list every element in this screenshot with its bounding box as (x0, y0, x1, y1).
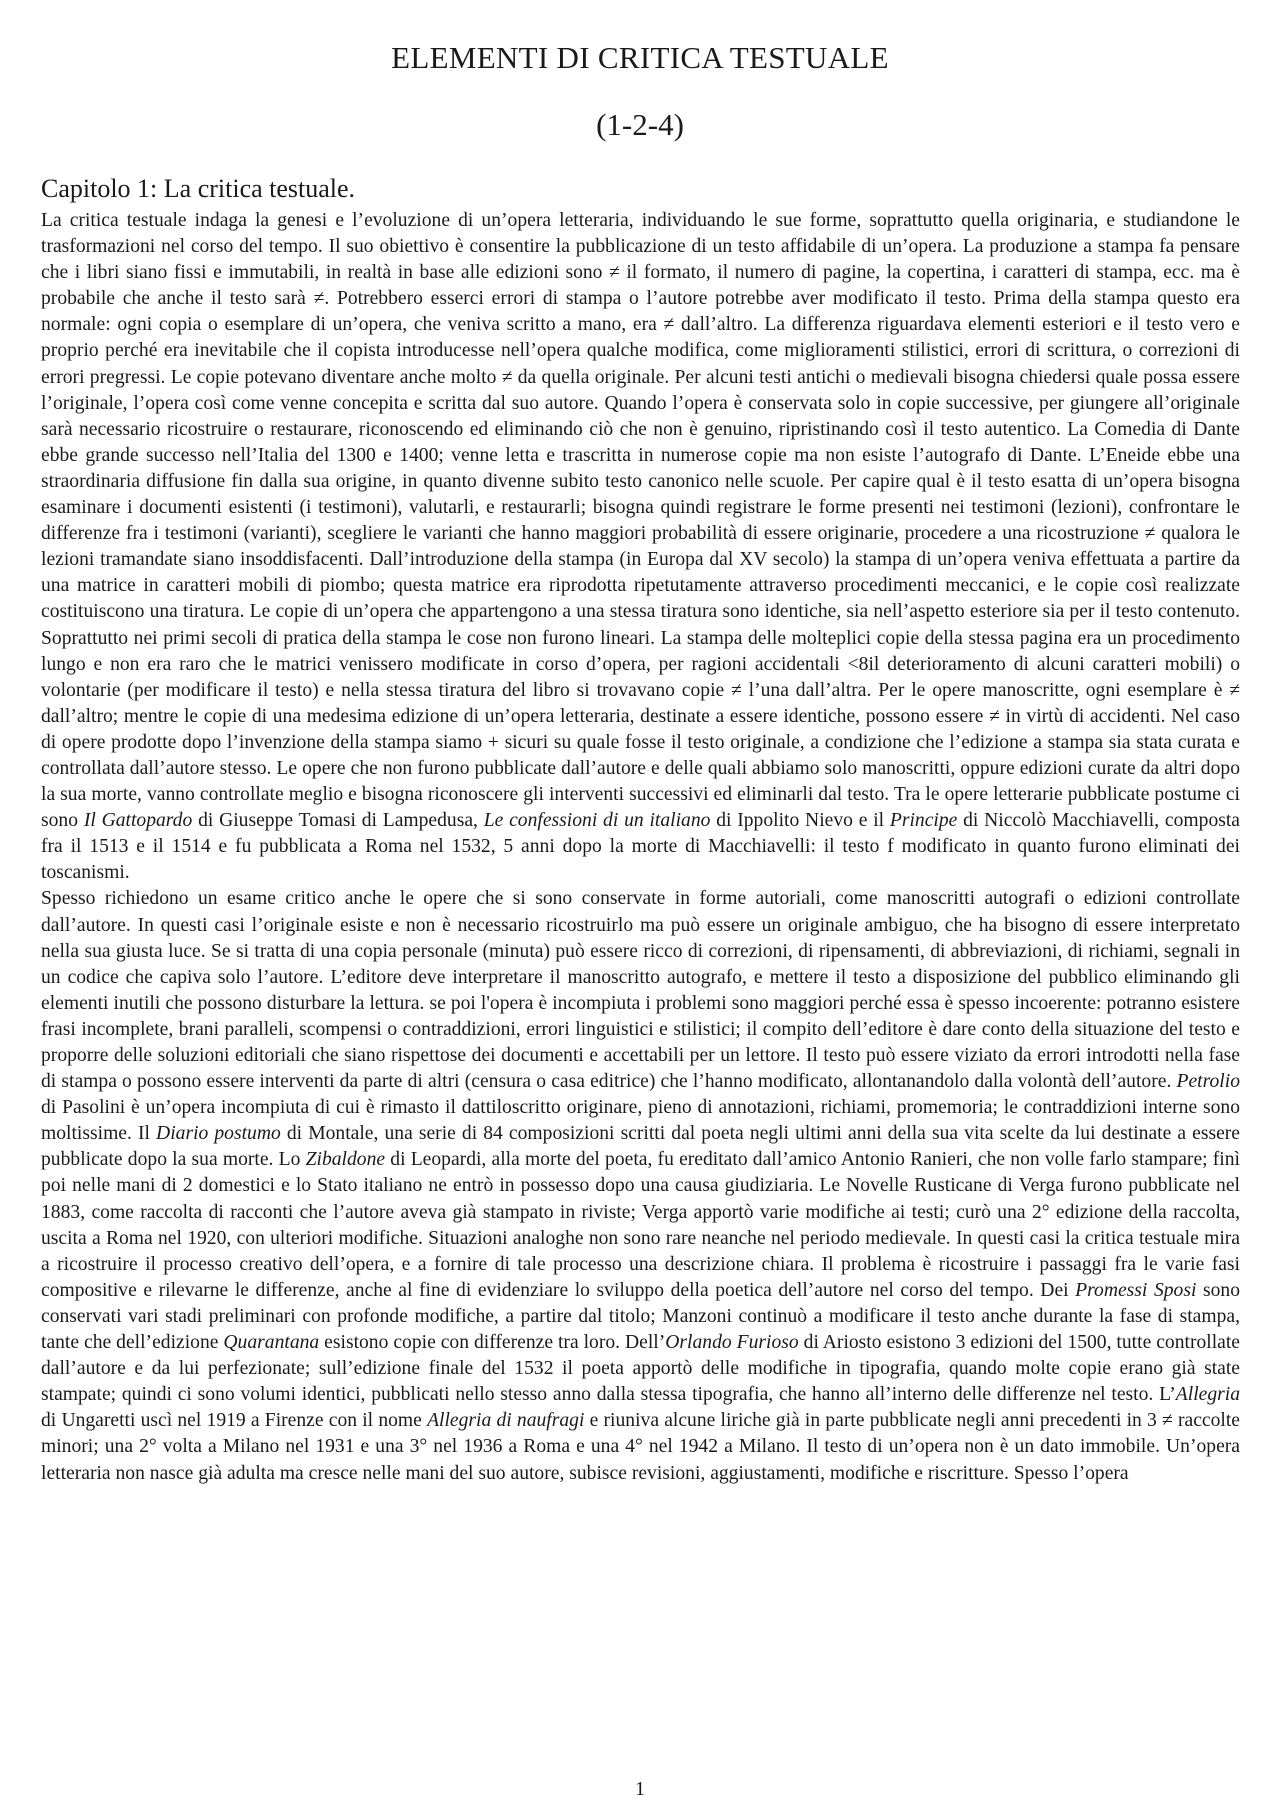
text-run: di Giuseppe Tomasi di Lampedusa, (192, 810, 484, 832)
paragraph-2 (41, 886, 1240, 1486)
text-run: di Leopardi, alla morte del poeta, fu ereditato dall’amico Antonio Ranieri, che non volle farlo stampare; finì poi nelle mani di 2 domestici e lo Stato italiano ne entrò in possesso dopo una causa giudiziaria. Le Novelle Rusticane di Verga furono pubblicate nel 1883, come raccolta di racconti che l’autore aveva già stampato in riviste; Verga apportò varie modifiche ai testi; curò una 2° edizione della raccolta, uscita a Roma nel 1920, con ulteriori modifiche. Situazioni analoghe non sono rare neanche nel periodo medievale. In questi casi la critica testuale mira a ricostruire il processo creativo dell’opera, e a fornire di tale processo una descrizione chiara. Il problema è ricostruire i passaggi fra le varie fasi compositive e rilevarne le differenze, anche al fine di evidenziare lo sviluppo della poetica dell’autore nel corso del tempo. Dei (41, 1149, 1240, 1301)
italic-title: Petrolio (1176, 1071, 1240, 1093)
italic-title: Il Gattopardo (83, 810, 193, 832)
text-run: esistono copie con differenze tra loro. Dell’ (319, 1332, 666, 1354)
text-run: di Ungaretti uscì nel 1919 a Firenze con il nome (41, 1410, 428, 1432)
italic-title: Allegria (1175, 1384, 1240, 1406)
document-subtitle: (1-2-4) (596, 107, 684, 142)
italic-title: Le confessioni di un italiano (483, 810, 711, 832)
text-run: e riuniva alcune liriche già in parte pubblicate negli anni precedenti in 3 ≠ raccolte minori; una 2° volta a Milano nel 1931 e una 3° nel 1936 a Roma e una 4° nel 1942 a Milano. Il testo di un’opera non è un dato immobile. Un’opera letteraria non nasce già adulta ma cresce nelle mani del suo autore, subisce revisioni, aggiustamenti, modifiche e riscritture. Spesso l’opera (41, 1410, 1240, 1484)
text-run: sono conservati vari stadi preliminari con profonde modifiche, a partire dal titolo; Manzoni continuò a modificare il testo anche durante la fase di stampa, tante che dell’edizione (41, 1279, 1241, 1354)
text-run: La critica testuale indaga la genesi e l’evoluzione di un’opera letteraria, individuando le sue forme, soprattutto quella originaria, e studiandone le trasformazioni nel corso del tempo. Il suo obiettivo è consentire la pubblicazione di un testo affidabile di un’opera. La produzione a stampa fa pensare che i libri siano fissi e immutabili, in realtà in base alle edizioni sono ≠ il formato, il numero di pagine, la copertina, i caratteri di stampa, ecc. ma è probabile che anche il testo sarà ≠. Potrebbero esserci errori di stampa o l’autore potrebbe aver modificato il testo. Prima della stampa questo era normale: ogni copia o esemplare di un’opera, che veniva scritto a mano, era ≠ dall’altro. La differenza riguardava elementi esteriori e il testo vero e proprio perché era inevitabile che il copista introducesse nell’opera qualche modifica, come miglioramenti stilistici, errori di scrittura, o correzioni di errori pregressi. Le copie potevano diventare anche molto ≠ da quella originale. Per alcuni testi antichi o medievali bisogna chiedersi quale possa essere l’originale, l’opera così come venne concepita e scritta dal suo autore. Quando l’opera è conservata solo in copie successive, per giungere all’originale sarà necessario ricostruire o restaurare, riconoscendo ed eliminando ciò che non è genuino, ripristinando così il testo autentico. La Comedia di Dante ebbe grande successo nell’Italia del 1300 e 1400; venne letta e trascritta in numerose copie ma non esiste l’autografo di Dante. L’Eneide ebbe una straordinaria diffusione fin dalla sua origine, in quanto divenne subito testo canonico nelle scuole. Per capire qual è il testo esatta di un’opera bisogna esaminare i documenti esistenti (i testimoni), valutarli, e restaurarli; bisogna quindi registrare le forme presenti nei testimoni (lezioni), confrontare le differenze fra i testimoni (varianti), scegliere le varianti che hanno maggiori probabilità di essere originarie, procedere a una ricostruzione ≠ qualora le lezioni tramandate siano insoddisfacenti. Dall’introduzione della stampa (in Europa dal XV secolo) la stampa di un’opera veniva effettuata a partire da una matrice in caratteri mobili di piombo; questa matrice era riprodotta ripetutamente attraverso procedimenti meccanici, e le copie così realizzate costituiscono una tiratura. Le copie di un’opera che appartengono a una stessa tiratura sono identiche, sia nell’aspetto esteriore sia per il testo contenuto. Soprattutto nei primi secoli di pratica della stampa le cose non furono lineari. La stampa delle molteplici copie della stessa pagina era un procedimento lungo e non era raro che le matrici venissero modificate in corso d’opera, per ragioni accidentali <8il deterioramento di alcuni caratteri mobili) o volontarie (per modificare il testo) e nella stessa tiratura del libro si trovavano copie ≠ l’una dall’altra. Per le opere manoscritte, ogni esemplare è ≠ dall’altro; mentre le copie di una medesima edizione di un’opera letteraria, destinate a essere identiche, possono essere ≠ in virtù di accidenti. Nel caso di opere prodotte dopo l’invenzione della stampa siamo + sicuri su quale fosse il testo originale, a condizione che l’edizione a stampa sia stata curata e controllata dall’autore stesso. Le opere che non furono pubblicate dall’autore e delle quali abbiamo solo manoscritti, oppure edizioni curate da altri dopo la sua morte, vanno controllate meglio e bisogna riconoscere gli interventi successivi ed eliminarli dal testo. Tra le opere letterarie pubblicate postume ci sono (41, 210, 1240, 832)
text-run: di Montale, una serie di 84 composizioni scritti dal poeta negli ultimi anni della sua vita scelte da lui destinate a essere pubblicate dopo la sua morte. Lo (41, 1123, 1241, 1171)
page-number: 1 (635, 1778, 645, 1800)
italic-title: Promessi Sposi (1075, 1279, 1197, 1301)
text-run: Spesso richiedono un esame critico anche le opere che si sono conservate in forme autoriali, come manoscritti autografi o edizioni controllate dall’autore. In questi casi l’originale esiste e non è necessario ricostruirlo ma può essere un originale ambiguo, che ha bisogno di essere interpretato nella sua giusta luce. Se si tratta di una copia personale (minuta) può essere ricco di correzioni, di ripensamenti, di abbreviazioni, di richiami, segnali in un codice che capiva solo l’autore. L’editore deve interpretare il manoscritto autografo, e mettere il testo a disposizione del pubblico eliminando gli elementi inutili che possono disturbare la lettura. se poi l'opera è incompiuta i problemi sono maggiori perché essa è spesso incoerente: potranno esistere frasi incomplete, brani paralleli, scompensi o contraddizioni, errori linguistici e stilistici; il compito dell’editore è dare conto della situazione del testo e proporre delle soluzioni editoriali che siano rispettose dei documenti e accettabili per un lettore. Il testo può essere viziato da errori introdotti nella fase di stampa o possono essere interventi da parte di altri (censura o casa editrice) che l’hanno modificato, allontanandolo dalla volontà dell’autore. (41, 888, 1240, 1093)
chapter-heading: Capitolo 1: La critica testuale. (41, 174, 356, 203)
italic-title: Principe (889, 810, 958, 832)
italic-title: Diario postumo (156, 1123, 281, 1145)
text-run: di Ippolito Nievo e il (710, 810, 890, 832)
italic-title: Quarantana (223, 1332, 320, 1354)
body-text (41, 208, 1240, 1487)
italic-title: Orlando Furioso (665, 1332, 799, 1354)
italic-title: Allegria di naufragi (427, 1410, 585, 1432)
italic-title: Zibaldone (305, 1149, 386, 1171)
text-run: di Ariosto esistono 3 edizioni del 1500, tutte controllate dall’autore e da lui perfezionate; sull’edizione finale del 1532 il poeta apportò delle modifiche in tipografia, quando molte copie erano già state stampate; quindi ci sono volumi identici, pubblicati nello stesso anno dalla stessa tipografia, che hanno all’interno delle differenze nel testo. L’ (41, 1332, 1240, 1406)
text-run: di Pasolini è un’opera incompiuta di cui è rimasto il dattiloscritto originare, pieno di annotazioni, richiami, promemoria; le contraddizioni interne sono moltissime. Il (41, 1097, 1240, 1145)
text-run: di Niccolò Macchiavelli, composta fra il 1513 e il 1514 e fu pubblicata a Roma nel 1532, 5 anni dopo la morte di Macchiavelli: il testo f modificato in quanto furono eliminati dei toscanismi. (41, 810, 1241, 884)
document-title: ELEMENTI DI CRITICA TESTUALE (391, 40, 889, 75)
paragraph-1 (41, 208, 1240, 886)
